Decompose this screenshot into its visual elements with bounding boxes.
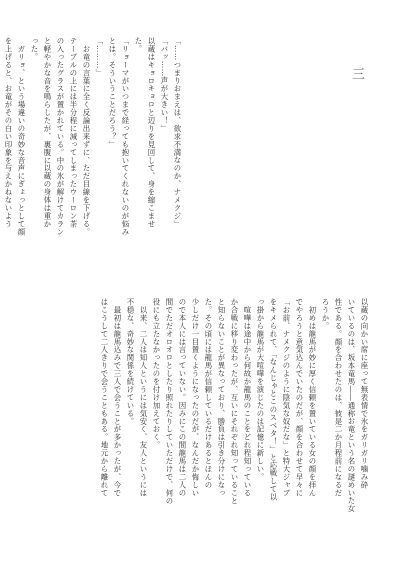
text-line xyxy=(0,37,2,297)
text-line: 「………」 xyxy=(95,37,104,77)
text-line: お竜の言葉に全く反論出来ずに、ただ目線を下げる。 xyxy=(82,37,91,236)
text-line: 間でただオロオロとしたり照れたりしていただけで、何の xyxy=(165,298,174,505)
text-line: と軽やかな音を鳴らしたが、裏腹に以蔵の身体は重か xyxy=(43,37,52,228)
text-line: た。 xyxy=(134,37,143,53)
text-line: テーブルの上には半分程に減ってしまったウーロン茶 xyxy=(69,37,78,228)
text-line: 以蔵の向かい席に座って無表情で氷をガリガリ噛み砕 xyxy=(360,298,369,489)
text-line: 初めは龍馬が妙に厚く信頼を置いている女の顔を拝ん xyxy=(308,298,317,497)
text-line: 不穏な、奇妙な関係を続けている。 xyxy=(126,298,135,426)
text-line: いているのは、坂本竜馬――通称お竜という名の謎めいた女 xyxy=(347,298,356,513)
text-line: ガリョ、という場違いの奇妙な音声にぎょっとして顔 xyxy=(17,37,26,236)
text-line: 性である。顔を合わせたのは、彼是二か月程前になるだ xyxy=(334,298,343,497)
text-line: 喧嘩は途中から何故か龍馬のことをどれ程知っている xyxy=(243,298,252,497)
text-line: 少しだけ一目置くようになったのだが、なんだか悔しい xyxy=(191,298,200,497)
text-line: ろうか。 xyxy=(321,298,330,330)
text-line: をキメられて、「なんじゃとこのスベタ！」と応戦して以 xyxy=(269,298,278,501)
text-line: っ掛から龍馬が大喧嘩を演じたのは記憶に新しい。 xyxy=(256,298,265,481)
text-line: た。その頃には龍馬が信頼しているだけあるとほんの xyxy=(204,298,213,489)
text-line: 「……つまりおまえは、欲求不満なのか、ナメクジ」 xyxy=(173,37,182,228)
chapter-number: 三 xyxy=(349,66,364,80)
text-line: ので本人には言っていない。因みにこの間龍馬は二人の xyxy=(178,298,187,497)
text-line: 以来、二人は知人というには気安く、友人というには xyxy=(139,298,148,497)
text-line: った。 xyxy=(30,37,39,61)
text-line: はこうして二人きりで会うこともある。地元から離れて xyxy=(100,298,109,497)
text-line: とは。そういうことだろう？」 xyxy=(108,37,117,149)
text-line: の入ったグラスが置かれている。中の氷が解けてカラン xyxy=(56,37,65,236)
text-line: と知らないことが異なっており、勝負は引き分けになっ xyxy=(217,298,226,497)
text-line: 最初は龍馬込みで三人で会うことが多かったが、今で xyxy=(113,298,122,497)
text-line: 「バッ……声が大きい！」 xyxy=(160,37,169,133)
text-line: 「リョーマがいつまで経っても抱いてくれないのが悩み xyxy=(121,37,130,236)
text-column-upper-right xyxy=(100,298,371,560)
text-line: を上げると、お竜がその白い印象を与えかねないよう xyxy=(4,37,13,228)
text-column-lower-left xyxy=(4,37,184,297)
text-line: 以蔵はキョロキョロと辺りを見回して、身を縮こませ xyxy=(147,37,156,228)
text-line: でやろうと意気込んでいたのだが、顔を合わせて早々に xyxy=(295,298,304,497)
text-line: 役にも立たなかったのを付け加えておく。 xyxy=(152,298,161,450)
text-line: 「お前、ナメクジのように陰気な奴だな」と特大ジャブ xyxy=(282,298,291,497)
text-line: か合戦に移り変わったが、互いにそれぞれ知っていること xyxy=(230,298,239,505)
